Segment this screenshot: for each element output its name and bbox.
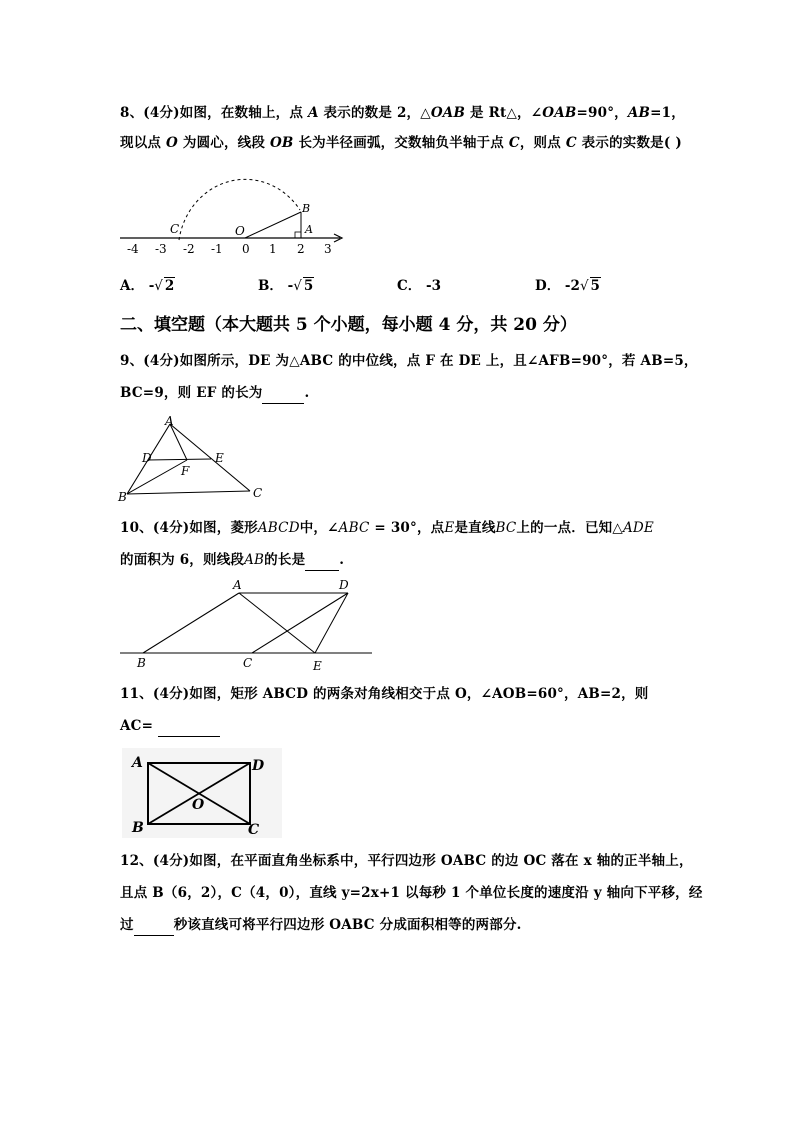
q8-label-B: B: [302, 202, 311, 215]
q8-label-C: C: [170, 222, 180, 236]
q9-segment-DE: [148, 459, 211, 460]
q9-line1: 9、(4分)如图所示，DE 为△ABC 的中位线，点 F 在 DE 上，且∠AFB=90°，若 AB=5，: [120, 353, 698, 369]
q10-segment-AE: [239, 593, 315, 653]
q8-tick: 2: [297, 242, 305, 256]
q8-option-c[interactable]: C． -3: [397, 278, 441, 294]
q10-side-AB: [143, 593, 239, 653]
q8-label-O: O: [235, 224, 245, 238]
q10-line1: 10、(4分)如图，菱形ABCD中，∠ABC = 30°，点E是直线BC上的一点．已知△ADE: [120, 520, 654, 536]
q11-label-O: O: [192, 797, 205, 813]
q9-label-E: E: [215, 451, 224, 465]
q10-line2: 的面积为 6，则线段AB的长是 .: [120, 550, 344, 571]
q8-tick: 0: [242, 242, 250, 256]
q9-side-AC: [170, 424, 250, 491]
q10-segment-DE: [315, 593, 348, 653]
q11-label-D: D: [252, 758, 265, 774]
q11-line2: AC=: [120, 716, 220, 737]
q8-tick: 3: [324, 242, 332, 256]
q9-answer-blank[interactable]: [262, 383, 304, 404]
q8-number-line-figure: [115, 160, 355, 260]
q11-label-C: C: [248, 822, 260, 838]
q12-line3: 过 秒该直线可将平行四边形 OABC 分成面积相等的两部分.: [120, 915, 522, 936]
q10-side-DC: [252, 593, 348, 653]
q8-tick: -1: [211, 242, 223, 256]
q9-triangle-figure: [115, 414, 275, 506]
q9-label-D: D: [142, 451, 152, 465]
q12-line2: 且点 B（6，2），C（4，0），直线 y=2x+1 以每秒 1 个单位长度的速度沿 y 轴向下平移，经: [120, 885, 703, 901]
q8-tick: -4: [127, 242, 139, 256]
q10-answer-blank[interactable]: [305, 550, 339, 571]
q8-tick: -3: [155, 242, 167, 256]
q10-label-D: D: [339, 578, 349, 592]
q10-rhombus-figure: [115, 576, 375, 674]
q9-label-B: B: [118, 490, 127, 504]
q12-answer-blank[interactable]: [134, 915, 174, 936]
q8-line1: 8、(4分)如图，在数轴上，点 A 表示的数是 2，△OAB 是 Rt△，∠OAB=90°，AB=1，: [120, 105, 685, 121]
q9-side-BC: [127, 491, 250, 494]
q9-label-F: F: [181, 464, 190, 478]
q8-label-A: A: [305, 223, 313, 236]
q9-label-A: A: [165, 414, 174, 428]
q8-line2: 现以点 O 为圆心，线段 OB 长为半径画弧，交数轴负半轴于点 C，则点 C 表示的实数是( ): [120, 135, 682, 151]
q9-segment-BF: [127, 460, 187, 494]
q8-tick: 1: [269, 242, 277, 256]
q11-line1: 11、(4分)如图，矩形 ABCD 的两条对角线相交于点 O，∠AOB=60°，AB=2，则: [120, 686, 649, 702]
q8-right-angle-mark: [295, 232, 301, 238]
q11-answer-blank[interactable]: [158, 716, 220, 737]
q8-segment-OB: [245, 212, 301, 238]
q11-label-A: A: [132, 755, 143, 771]
q10-label-A: A: [233, 578, 242, 592]
q9-line2: BC=9，则 EF 的长为 .: [120, 383, 309, 404]
q10-label-E: E: [313, 659, 322, 673]
q8-option-b[interactable]: B． -√ 5: [258, 278, 314, 294]
q9-label-C: C: [253, 486, 263, 500]
q11-label-B: B: [132, 820, 144, 836]
q8-tick: -2: [183, 242, 195, 256]
section-title: 二、填空题（本大题共 5 个小题，每小题 4 分，共 20 分）: [120, 315, 577, 335]
q12-line1: 12、(4分)如图，在平面直角坐标系中，平行四边形 OABC 的边 OC 落在 x 轴的正半轴上，: [120, 853, 693, 869]
q9-segment-AF: [170, 424, 187, 460]
q10-label-B: B: [137, 656, 146, 670]
q8-option-d[interactable]: D． -2√ 5: [535, 278, 600, 294]
q11-rectangle-figure: [122, 748, 282, 838]
q8-option-a[interactable]: A． -√ 2: [120, 278, 175, 294]
q10-label-C: C: [243, 656, 253, 670]
